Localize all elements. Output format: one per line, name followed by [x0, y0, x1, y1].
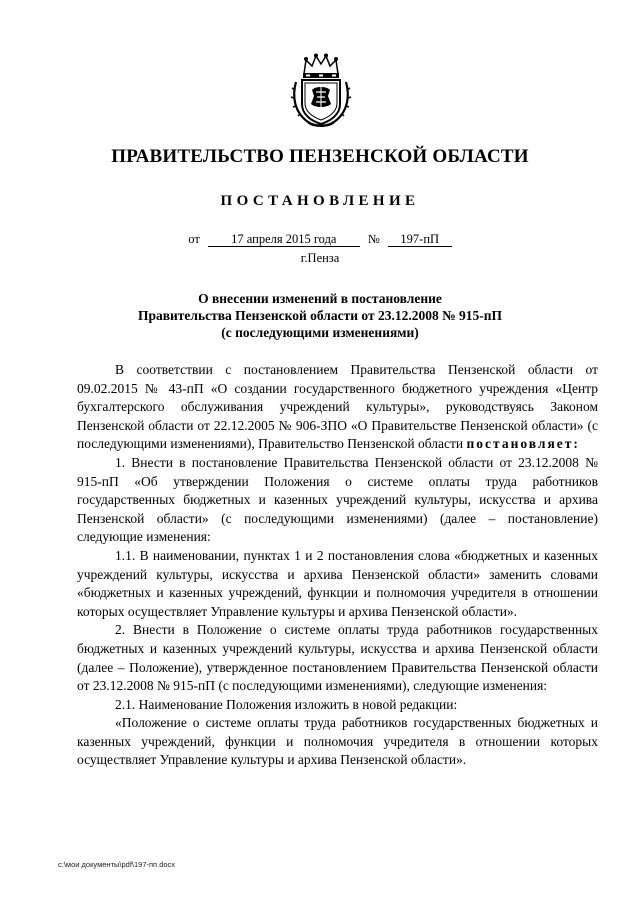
- document-number: 197-пП: [388, 232, 452, 247]
- document-body: [77, 361, 598, 770]
- subject-line-3: (с последующими изменениями): [221, 325, 419, 340]
- paragraph-quote: «Положение о системе оплаты труда работников государственных бюджетных и казенных учреждений, функции и полномочия учредителя в отношении которых осуществляет Управление культуры и архива Пензенской области».: [77, 715, 598, 768]
- document-date: 17 апреля 2015 года: [208, 232, 360, 247]
- paragraph-2: 2. Внести в Положение о системе оплаты труда работников государственных бюджетных и казенных учреждений культуры, искусства и архива Пензенской области (далее – Положение), утвержденное постановлением Правительства Пензенской области от 23.12.2008 № 915-пП (с последующими изменениями), следующие изменения:: [77, 622, 598, 694]
- document-subject: [100, 290, 540, 341]
- paragraph-1-1: 1.1. В наименовании, пунктах 1 и 2 постановления слова «бюджетных и казенных учреждений культуры, искусства и архива Пензенской области» заменить словами «бюджетных и казенных учреждений, функции и полномочия учредителя в отношении которых осуществляет Управление культуры и архива Пензенской области».: [77, 547, 598, 619]
- subject-line-1: О внесении изменений в постановление: [198, 291, 442, 306]
- document-type: ПОСТАНОВЛЕНИЕ: [220, 193, 420, 209]
- coat-of-arms-icon: [290, 52, 352, 128]
- number-prefix: №: [367, 232, 380, 246]
- subject-line-2: Правительства Пензенской области от 23.12.2008 № 915-пП: [137, 308, 503, 323]
- paragraph-preamble: [77, 361, 598, 454]
- city: г.Пенза: [300, 251, 340, 265]
- preamble-text: В соответствии с постановлением Правительства Пензенской области от 09.02.2015 № 43-пП «О создании государственного бюджетного учреждения «Центр бухгалтерского обслуживания учреждений культуры», руководствуясь Законом Пензенской области от 22.12.2005 № 906-ЗПО «О Правительстве Пензенской области» (с последующими изменениями), Правительство Пензенской области: [77, 362, 598, 452]
- paragraph-2-1: 2.1. Наименование Положения изложить в новой редакции:: [115, 696, 458, 712]
- date-number-line: [0, 232, 640, 247]
- paragraph-1: 1. Внести в постановление Правительства Пензенской области от 23.12.2008 № 915-пП «Об утверждении Положения о системе оплаты труда работников государственных бюджетных и казенных учреждений культуры, искусства и архива Пензенской области» (с последующими изменениями) (далее – постановление) следующие изменения:: [77, 454, 598, 545]
- file-path-footer: c:\мои документы\pdf\197-пп.docx: [58, 860, 176, 869]
- government-title: ПРАВИТЕЛЬСТВО ПЕНЗЕНСКОЙ ОБЛАСТИ: [111, 146, 529, 167]
- resolution-keyword: постановляет:: [466, 436, 580, 452]
- date-prefix: от: [188, 232, 200, 246]
